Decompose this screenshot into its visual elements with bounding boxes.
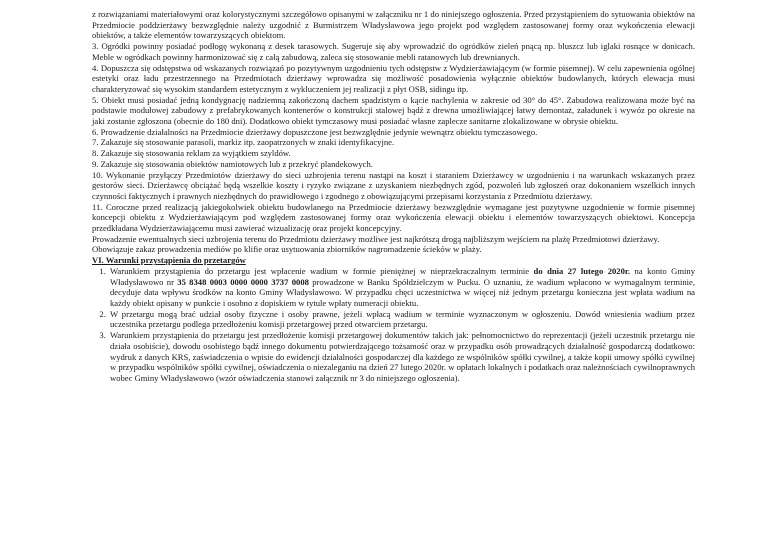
paragraph-cliff-ban: Obowiązuje zakaz prowadzenia mediów po klifie oraz usytuowania zbiorników nagromadzenie ścieków w plaży. (92, 244, 482, 255)
section-heading: VI. Warunki przystąpienia do przetargów (92, 255, 246, 266)
paragraph-item-9: 9. Zakazuje się stosowania obiektów namiotowych lub z przekryć plandekowych. (92, 158, 373, 169)
condition-item-2: 2. W przetargu mogą brać udział osoby fizyczne i osoby prawne, jeżeli wpłacą wadium w terminie wyznaczonym w ogłoszeniu. Dowód wniesienia wadium przez uczestnika przetargu podlega przedłożeniu komisji przetargowej przed otwarciem przetargu. (108, 309, 695, 330)
paragraph-item-6: 6. Prowadzenie działalności na Przedmiocie dzierżawy dopuszczone jest bezwzględnie jedynie wewnątrz obiektu tymczasowego. (92, 126, 538, 137)
condition-item-3: 3. Warunkiem przystąpienia do przetargu jest przedłożenie komisji przetargowej dokumentów takich jak: pełnomocnictwo do reprezentacji (jeżeli uczestnik przetargu nie działa osobiście), dowodu osobistego bądź innego dokumentu potwierdzającego tożsamość oraz w przypadku osób prowadzących działalność gospodarczą dodatkowo: wydruk z danych KRS, zaświadczenia o wpisie do ewidencji działalności gospodarczej dla każdego ze wspólników spółki cywilnej, a także kopii umowy spółki cywilnej w przypadku wspólników spółki cywilnej, oświadczenia o niezaleganiu na dzień 27 lutego 2020r. w opłatach lokalnych i podatkach oraz należnościach cywilnoprawnych wobec Gminy Władysławowo (wzór oświadczenia stanowi załącznik nr 3 do niniejszego ogłoszenia). (108, 330, 695, 384)
paragraph-continuation: z rozwiązaniami materiałowymi oraz kolorystycznymi szczegółowo opisanymi w załączniku nr 1 do niniejszego ogłoszenia. Przed przystąpieniem do sytuowania obiektów na Przedmiocie poddzierżawy bezwzględnie należy uzgodnić z Burmistrzem Władysławowa jego projekt pod względem zastosowanej formy oraz wykończenia elewacji obiektów, a także elementów towarzyszących obiektom. (92, 9, 695, 41)
paragraph-item-3: 3. Ogródki powinny posiadać podłogę wykonaną z desek tarasowych. Sugeruje się aby wprowadzić do ogródków zieleń pnącą np. bluszcz lub iglaki rosnące w donicach. Meble w ogródkach powinny harmonizować się z całą zabudową, zaleca się stosowanie mebli ratanowych lub drewnianych. (92, 41, 695, 62)
document-page (92, 9, 695, 384)
bank-account-number: 35 8348 0003 0000 0000 3737 0008 (177, 276, 309, 287)
paragraph-item-5: 5. Obiekt musi posiadać jedną kondygnację nadziemną zakończoną dachem spadzistym o kącie nachylenia w zakresie od 30° do 45°. Zabudowa realizowana może być na podstawie modułowej zabudowy z prefabrykowanych kontenerów o konstrukcji stalowej bądź z drewna umożliwiającej łatwy demontaż, załadunek i wywóz po okresie na jaki zostanie zgłoszona (obecnie do 180 dni). Dodatkowo obiekt tymczasowy musi posiadać własne zaplecze sanitarne zlokalizowane w obrysie obiektu. (92, 94, 695, 127)
condition-item-1: 1. Warunkiem przystąpienia do przetargu jest wpłacenie wadium w formie pieniężnej w nieprzekraczalnym terminie do dnia 27 lutego 2020r. na konto Gminy Władysławowo nr 35 8348 0003 0000 0000 3737 0008 prowadzone w Banku Spółdzielczym w Pucku. O uznaniu, że wadium wpłacono w wymagalnym terminie, decyduje data wpływu środków na konto Gminy Władysławowo. W przypadku chęci uczestnictwa w więcej niż jednym przetargu konieczna jest wpłata wadium na każdy obiekt opisany w punkcie i osobno z dopiskiem w tytule wpłaty numeracji obiektu. (108, 266, 695, 309)
paragraph-item-7: 7. Zakazuje się stosowanie parasoli, markiz itp. zaopatrzonych w znaki identyfikacyjne. (92, 137, 395, 148)
paragraph-item-10: 10. Wykonanie przyłączy Przedmiotów dzierżawy do sieci uzbrojenia terenu nastąpi na koszt i staraniem Dzierżawcy w uzgodnieniu i na warunkach wskazanych przez gestorów sieci. Dzierżawcę obciążać będą wszelkie koszty i ryzyko związane z uzyskaniem niezbędnych zgód, pozwoleń lub zgłoszeń oraz dokonaniem wszelkich innych czynności faktycznych i prawnych niezbędnych do prawidłowego i zgodnego z obowiązującymi przepisami korzystania z Przedmiotu dzierżawy. (92, 169, 695, 201)
paragraph-item-8: 8. Zakazuje się stosowania reklam za wyjątkiem szyldów. (92, 148, 291, 159)
paragraph-utilities: Prowadzenie ewentualnych sieci uzbrojenia terenu do Przedmiotu dzierżawy możliwe jest najkrótszą drogą najbliższym wejściem na plażę Przedmiotowi dzierżawy. (92, 233, 660, 244)
paragraph-item-4: 4. Dopuszcza się odstępstwa od wskazanych rozwiązań po pozytywnym uzgodnieniu tych odstępstw z Wydzierżawiającym (w formie pisemnej). W celu zapewnienia ogólnej estetyki oraz ładu przestrzennego na Przedmiotach dzierżawy wprowadza się możliwość posadowienia wyłącznie obiektów budowlanych, których elewacja musi charakteryzować się wysokim standardem estetycznym z wykluczeniem jej realizacji z płyt OSB, sidingu itp. (92, 62, 695, 94)
conditions-list (92, 266, 695, 384)
paragraph-item-11: 11. Coroczne przed realizacją jakiegokolwiek obiektu budowlanego na Przedmiocie dzierżawy bezwzględnie wymagane jest pozytywne uzgodnienie w formie pisemnej koncepcji obiektu z Wydzierżawiającym pod względem zastosowanej formy oraz wykończenia elewacji obiektu i elementów towarzyszących obiektowi. Koncepcja przedkładana Wydzierżawiającemu musi zawierać wizualizację oraz projekt koncepcyjny. (92, 201, 695, 234)
deadline-date: do dnia 27 lutego 2020r. (533, 265, 631, 276)
